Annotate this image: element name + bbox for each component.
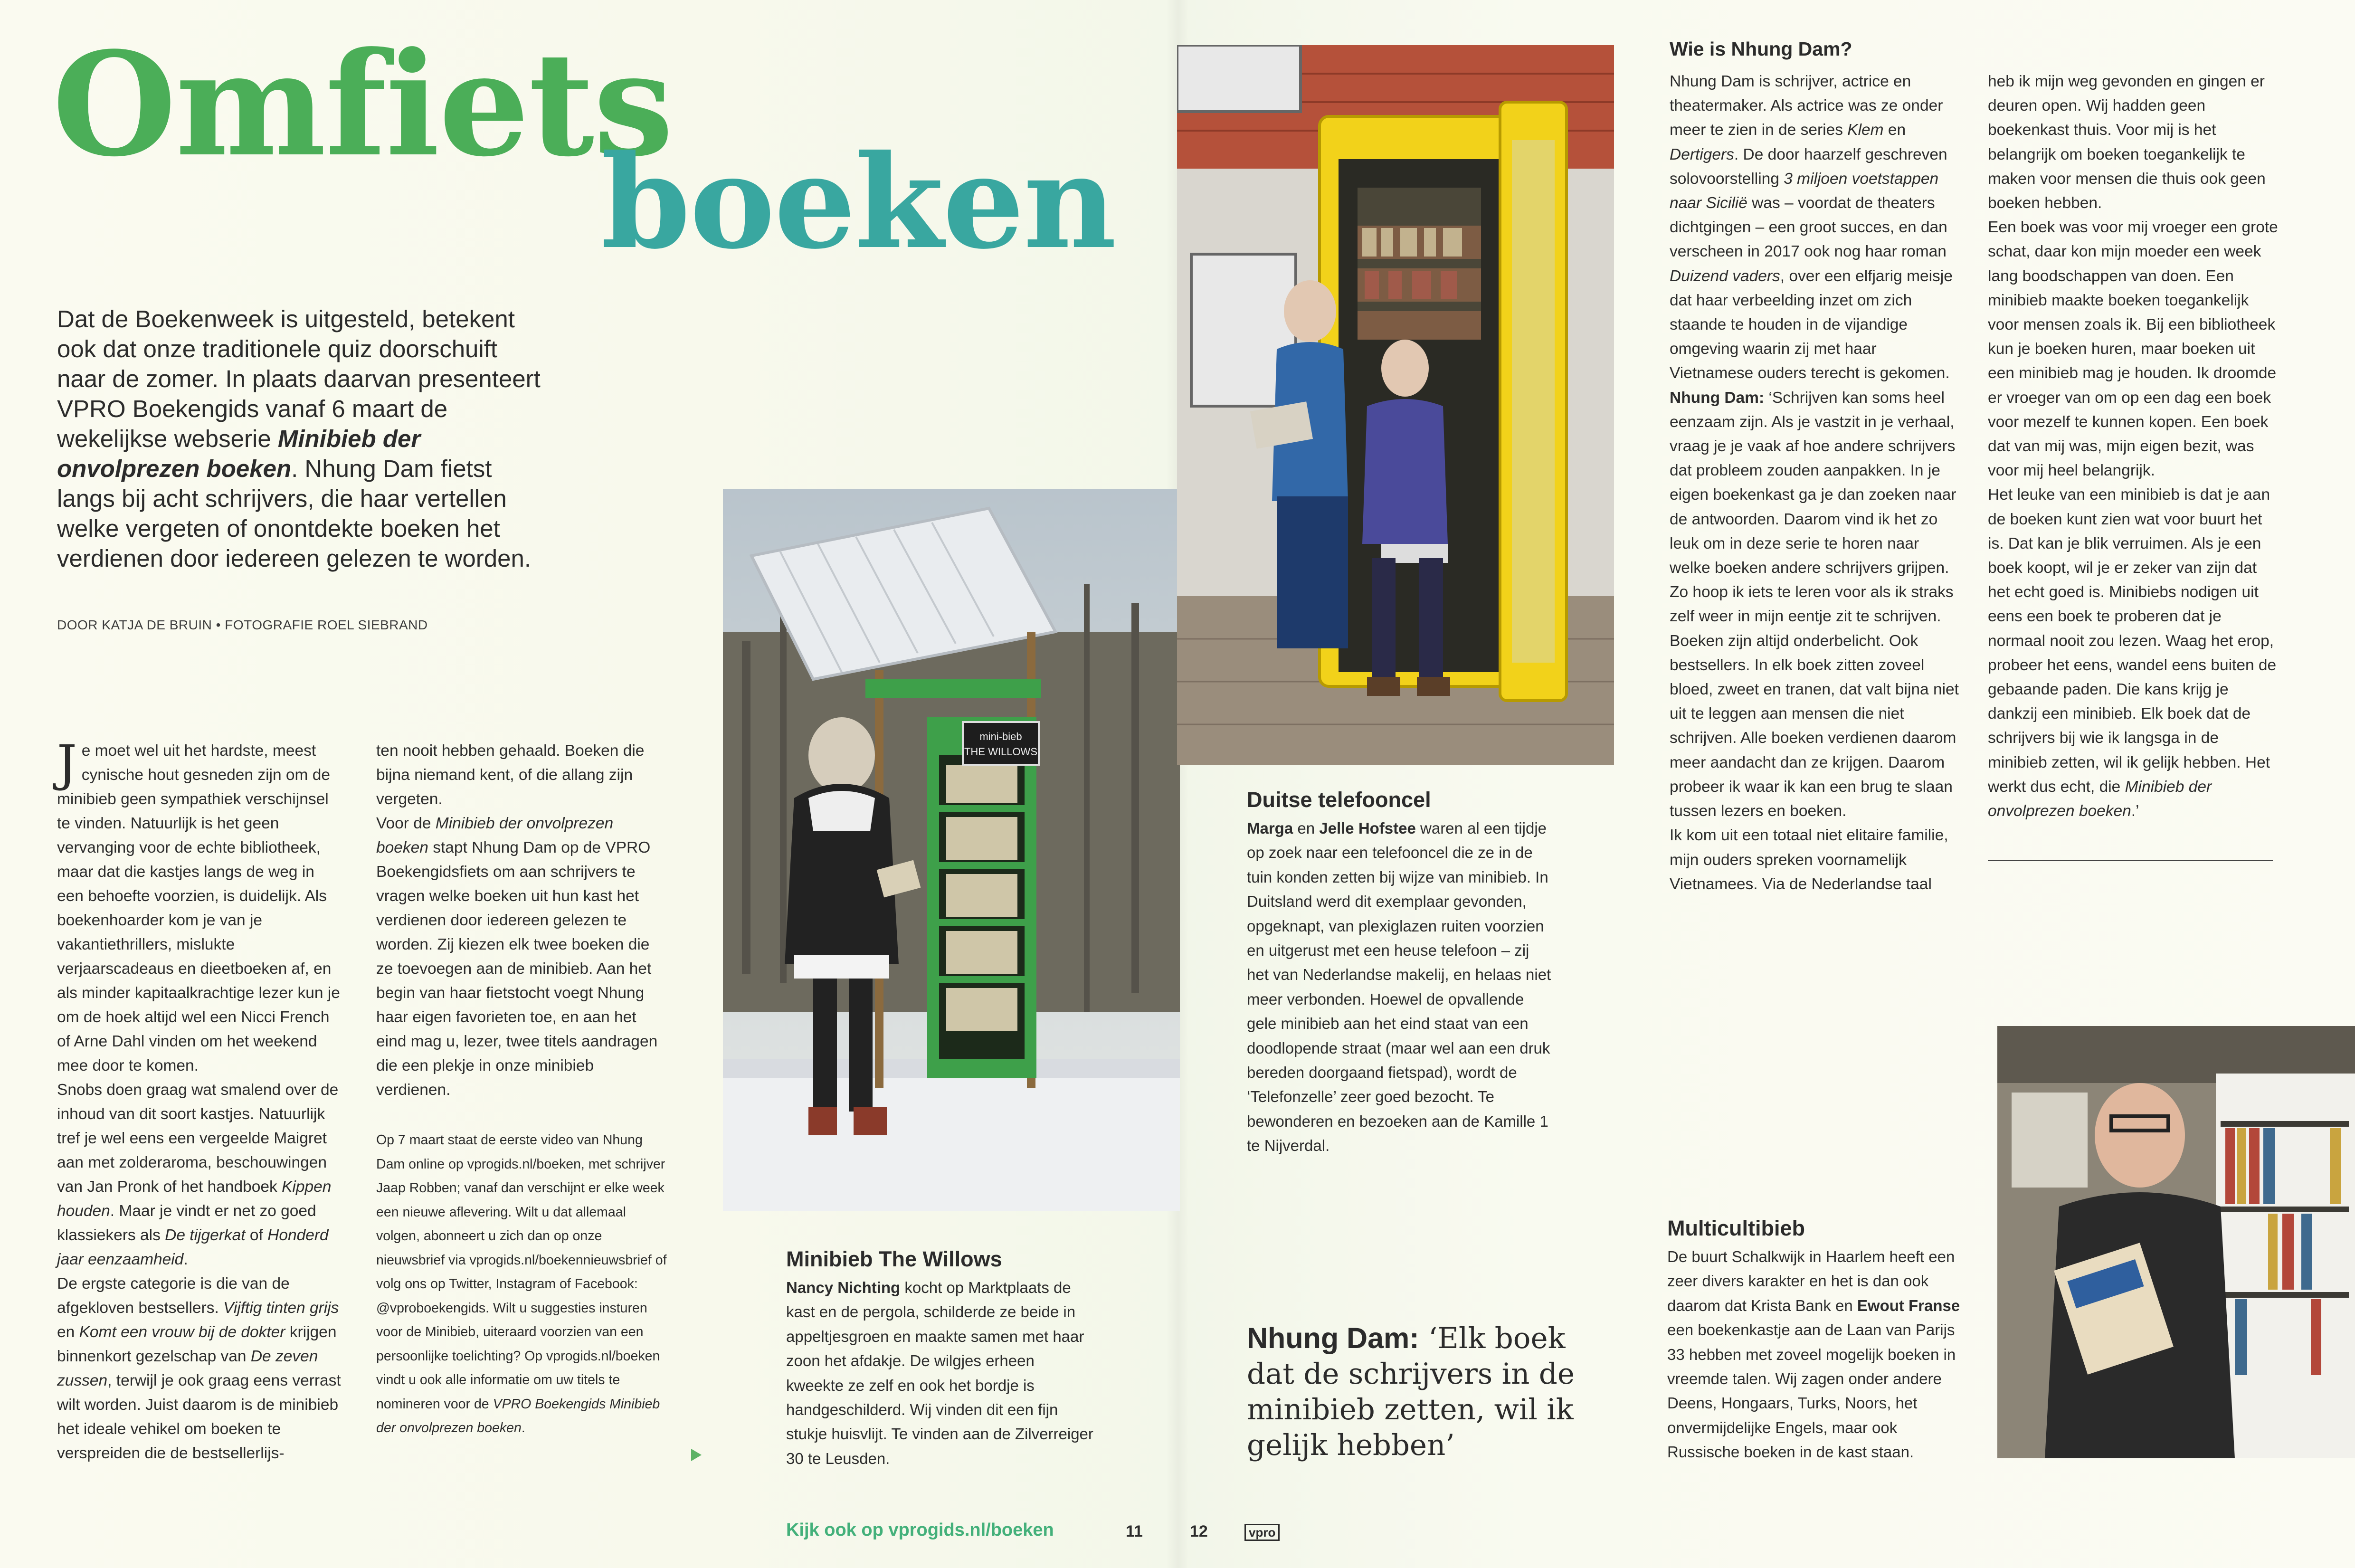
page-number-left: 11 <box>1126 1522 1143 1540</box>
willows-sign-text-2: THE WILLOWS <box>964 746 1038 758</box>
sidebar-column-2 <box>1988 69 2282 823</box>
headline-line-1: Omfiets <box>52 20 673 188</box>
caption-text-willows: Nancy Nichting kocht op Marktplaats de kast en de pergola, schilderde ze beide in appeltjesgroen en maakte samen met haar zoon het afdakje. De wilgjes erheen kweekte ze zelf en ook het bordje is handgeschilderd. Wij vinden dit een fijn stukje huisvlijt. Te vinden aan de Zilverreiger 30 te Leusden. <box>786 1279 1093 1467</box>
body-column-1 <box>57 734 342 1465</box>
intro-lead <box>57 304 551 573</box>
sidebar-paragraph: Een boek was voor mij vroeger een grote schat, daar kon mijn moeder een week lang boodschappen van doen. Een minibieb maakte boeken toegankelijk voor mensen zoals ik. Bij een bibliotheek kun je boeken huren, maar boeken uit een minibieb mag je houden. Ik droomde er vroeger van om op een dag een boek voor mezelf te kunnen kopen. Een boek dat van mij was, mijn eigen bezit, was voor mij heel belangrijk. <box>1988 219 2278 480</box>
sidebar-column-1 <box>1670 69 1964 896</box>
sidebar-paragraph: heb ik mijn weg gevonden en gingen er deuren open. Wij hadden geen boekenkast thuis. Voor mij is het belangrijk om boeken toegankelijk te maken voor mensen die thuis ook geen boeken hebben. <box>1988 73 2266 212</box>
photo-telefooncel <box>1177 45 1614 765</box>
photo-multicultibieb <box>1997 1026 2355 1458</box>
body-paragraph: Snobs doen graag wat smalend over de inhoud van dit soort kastjes. Natuurlijk tref je wel eens een vergeelde Maigret aan met zolderaroma, beschouwingen van Jan Pronk of het handboek Kippen houden. Maar je vindt er net zo goed klassiekers als De tijgerkat of Honderd jaar eenzaamheid. <box>57 1081 339 1268</box>
headline-line-2: boeken <box>601 126 1116 277</box>
telefooncel-photo-drawing <box>1177 45 1614 765</box>
sidebar-heading: Wie is Nhung Dam? <box>1670 38 1852 60</box>
body-paragraph: De ergste categorie is die van de afgekloven bestsellers. Vijftig tinten grijs en Komt een vrouw bij de dokter krijgen binnenkort gezelschap van De zeven zussen, terwijl je ook graag eens verrast wilt worden. Juist daarom is de minibieb het ideale vehikel om boeken te verspreiden die de bestsellerlijs- <box>57 1275 341 1462</box>
willows-sign-text-1: mini-bieb <box>979 731 1022 742</box>
page-number-right: 12 <box>1190 1522 1208 1540</box>
pull-quote: Nhung Dam: ‘Elk boek dat de schrijvers in de minibieb zetten, wil ik gelijk hebben’ <box>1247 1321 1575 1462</box>
body-paragraph: ten nooit hebben gehaald. Boeken die bijna niemand kent, of die allang zijn vergeten. <box>376 742 645 808</box>
caption-title-telefooncel: Duitse telefooncel <box>1247 788 1431 812</box>
willows-photo-drawing <box>723 489 1180 1211</box>
footer-web-link[interactable]: Kijk ook op vprogids.nl/boeken <box>786 1520 1054 1540</box>
caption-text-multicultibieb: De buurt Schalkwijk in Haarlem heeft een zeer divers karakter en het is dan ook daarom dat Krista Bank en Ewout Franse een boekenkastje aan de Laan van Parijs 33 hebben met zoveel mogelijk boeken in vreemde talen. Wij zagen onder andere Deens, Hongaars, Turks, Noors, het onvermijdelijke Engels, maar ook Russische boeken in de kast staan. <box>1667 1248 1960 1461</box>
caption-title-willows: Minibieb The Willows <box>786 1247 1002 1271</box>
drop-cap: J <box>57 734 77 792</box>
body-paragraph <box>57 734 342 1078</box>
sidebar-paragraph: Het leuke van een minibieb is dat je aan de boeken kunt zien wat voor buurt het is. Dat kan je blik verruimen. Als je een boek koopt, wil je er zeker van zijn dat het echt goed is. Minibiebs nodigen uit eens een boek te proberen dat je normaal nooit zou lezen. Waag het erop, probeer het eens, wandel eens buiten de gebaande paden. Die kans krijg je dankzij een minibieb. Elk boek dat de schrijvers bij wie ik langsga in de minibieb zetten, wil ik gelijk hebben. Het werkt dus echt, die Minibieb der onvolprezen boeken.’ <box>1988 486 2277 820</box>
body-column-2 <box>376 739 667 1102</box>
sidebar-end-rule <box>1988 860 2273 861</box>
body-paragraph: Voor de Minibieb der onvolprezen boeken stapt Nhung Dam op de VPRO Boekengidsfiets om aan schrijvers te vragen welke boeken uit hun kast het verdienen door iedereen gelezen te worden. Zij kiezen elk twee boeken die ze toevoegen aan de minibieb. Aan het begin van haar fietstocht voegt Nhung haar eigen favorieten toe, en aan het eind mag u, lezer, twee titels aandragen die een plekje in onze minibieb verdienen. <box>376 815 658 1099</box>
paragraph-text: e moet wel uit het hardste, meest cynische hout gesneden zijn om de minibieb geen sympathiek verschijnsel te vinden. Natuurlijk is het geen vervanging voor de echte bibliotheek, maar dat die kastjes langs de weg in een behoefte voorzien, is duidelijk. Als boekenhoarder kom je van je vakantiethrillers, mislukte verjaarscadeaus en dieetboeken af, en als minder kapitaalkrachtige lezer kun je om de hoek altijd wel een Nicci French of Arne Dahl vinden om het weekend mee door te komen. <box>57 742 340 1074</box>
caption-text-telefooncel: Marga en Jelle Hofstee waren al een tijdje op zoek naar een telefooncel die ze in de tuin konden zetten bij wijze van minibieb. In Duitsland werd dit exemplaar gevonden, opgeknapt, van plexiglazen ruiten voorzien en uitgerust met een heuse telefoon – zij het van Nederlandse makelij, en helaas niet meer verbonden. Hoewel de opvallende gele minibieb aan het eind staat van een doodlopende straat (maar wel aan een druk bereden doorgaand fietspad), wordt de ‘Telefonzelle’ zeer goed bezocht. Te bewonderen en bezoeken aan de Kamille 1 te Nijverdal. <box>1247 819 1551 1155</box>
intro-text-2: . Nhung Dam fietst langs bij acht schrijvers, die haar vertellen welke vergeten of onontdekte boeken het verdienen door iedereen gelezen te worden. <box>57 455 532 572</box>
sidebar-paragraph: Ik kom uit een totaal niet elitaire familie, mijn ouders spreken voornamelijk Vietnamees. Via de Nederlandse taal <box>1670 827 1948 893</box>
multicultibieb-photo-drawing <box>1997 1026 2355 1458</box>
sidebar-paragraph: Nhung Dam is schrijver, actrice en theatermaker. Als actrice was ze onder meer te zien in de series Klem en Dertigers. De door haarzelf geschreven solovoorstelling 3 miljoen voetstappen naar Sicilië was – voordat de theaters dichtgingen – een groot succes, en dan verscheen in 2017 ook nog haar roman Duizend vaders, over een elfjarig meisje dat haar verbeelding inzet om zich staande te houden in de vijandige omgeving waarin zij met haar Vietnamese ouders terecht is gekomen. <box>1670 73 1953 382</box>
sidebar-paragraph: Boeken zijn altijd onderbelicht. Ook bestsellers. In elk boek zitten zoveel bloed, zweet en tranen, dat valt bijna niet uit te leggen aan mensen die niet schrijven. Alle boeken verdienen daarom meer aandacht dan ze krijgen. Daarom probeer ik waar ik kan een brug te slaan tussen lezers en boeken. <box>1670 632 1959 820</box>
byline: DOOR KATJA DE BRUIN • FOTOGRAFIE ROEL SIEBRAND <box>57 618 428 632</box>
intro-text-1: Dat de Boekenweek is uitgesteld, betekent ook dat onze traditionele quiz doorschuift naar de zomer. In plaats daarvan presenteert VPRO Boekengids vanaf 6 maart de wekelijkse webserie <box>57 305 541 452</box>
continue-arrow-icon <box>691 1449 702 1461</box>
sidebar-paragraph: Nhung Dam: ‘Schrijven kan soms heel eenzaam zijn. Als je vastzit in je verhaal, vraag je je vaak af hoe andere schrijvers dat probleem zouden aanpakken. In je eigen boekenkast ga je dan zoeken naar de antwoorden. Daarom vind ik het zo leuk om in deze serie te horen naar welke boeken andere schrijvers grijpen. Zo hoop ik iets te leren voor als ik straks zelf weer in mijn eentje zit te schrijven. <box>1670 389 1956 626</box>
info-note: Op 7 maart staat de eerste video van Nhung Dam online op vprogids.nl/boeken, met schrijver Jaap Robben; vanaf dan verschijnt er elke week een nieuwe aflevering. Wilt u dat allemaal volgen, abonneert u zich dan op onze nieuwsbrief via vprogids.nl/boekennieuwsbrief of volg ons op Twitter, Instagram of Facebook: @vproboekengids. Wilt u suggesties insturen voor de Minibieb, uiteraard voorzien van een persoonlijke toelichting? Op vprogids.nl/boeken vindt u ook alle informatie om uw titels te nomineren voor de VPRO Boekengids Minibieb der onvolprezen boeken. <box>376 1132 667 1435</box>
caption-title-multicultibieb: Multicultibieb <box>1667 1216 1805 1240</box>
photo-minibieb-willows <box>723 489 1180 1211</box>
vpro-logo: vpro <box>1244 1524 1280 1541</box>
intro-series-title: Minibieb der onvolprezen boeken <box>57 425 421 482</box>
